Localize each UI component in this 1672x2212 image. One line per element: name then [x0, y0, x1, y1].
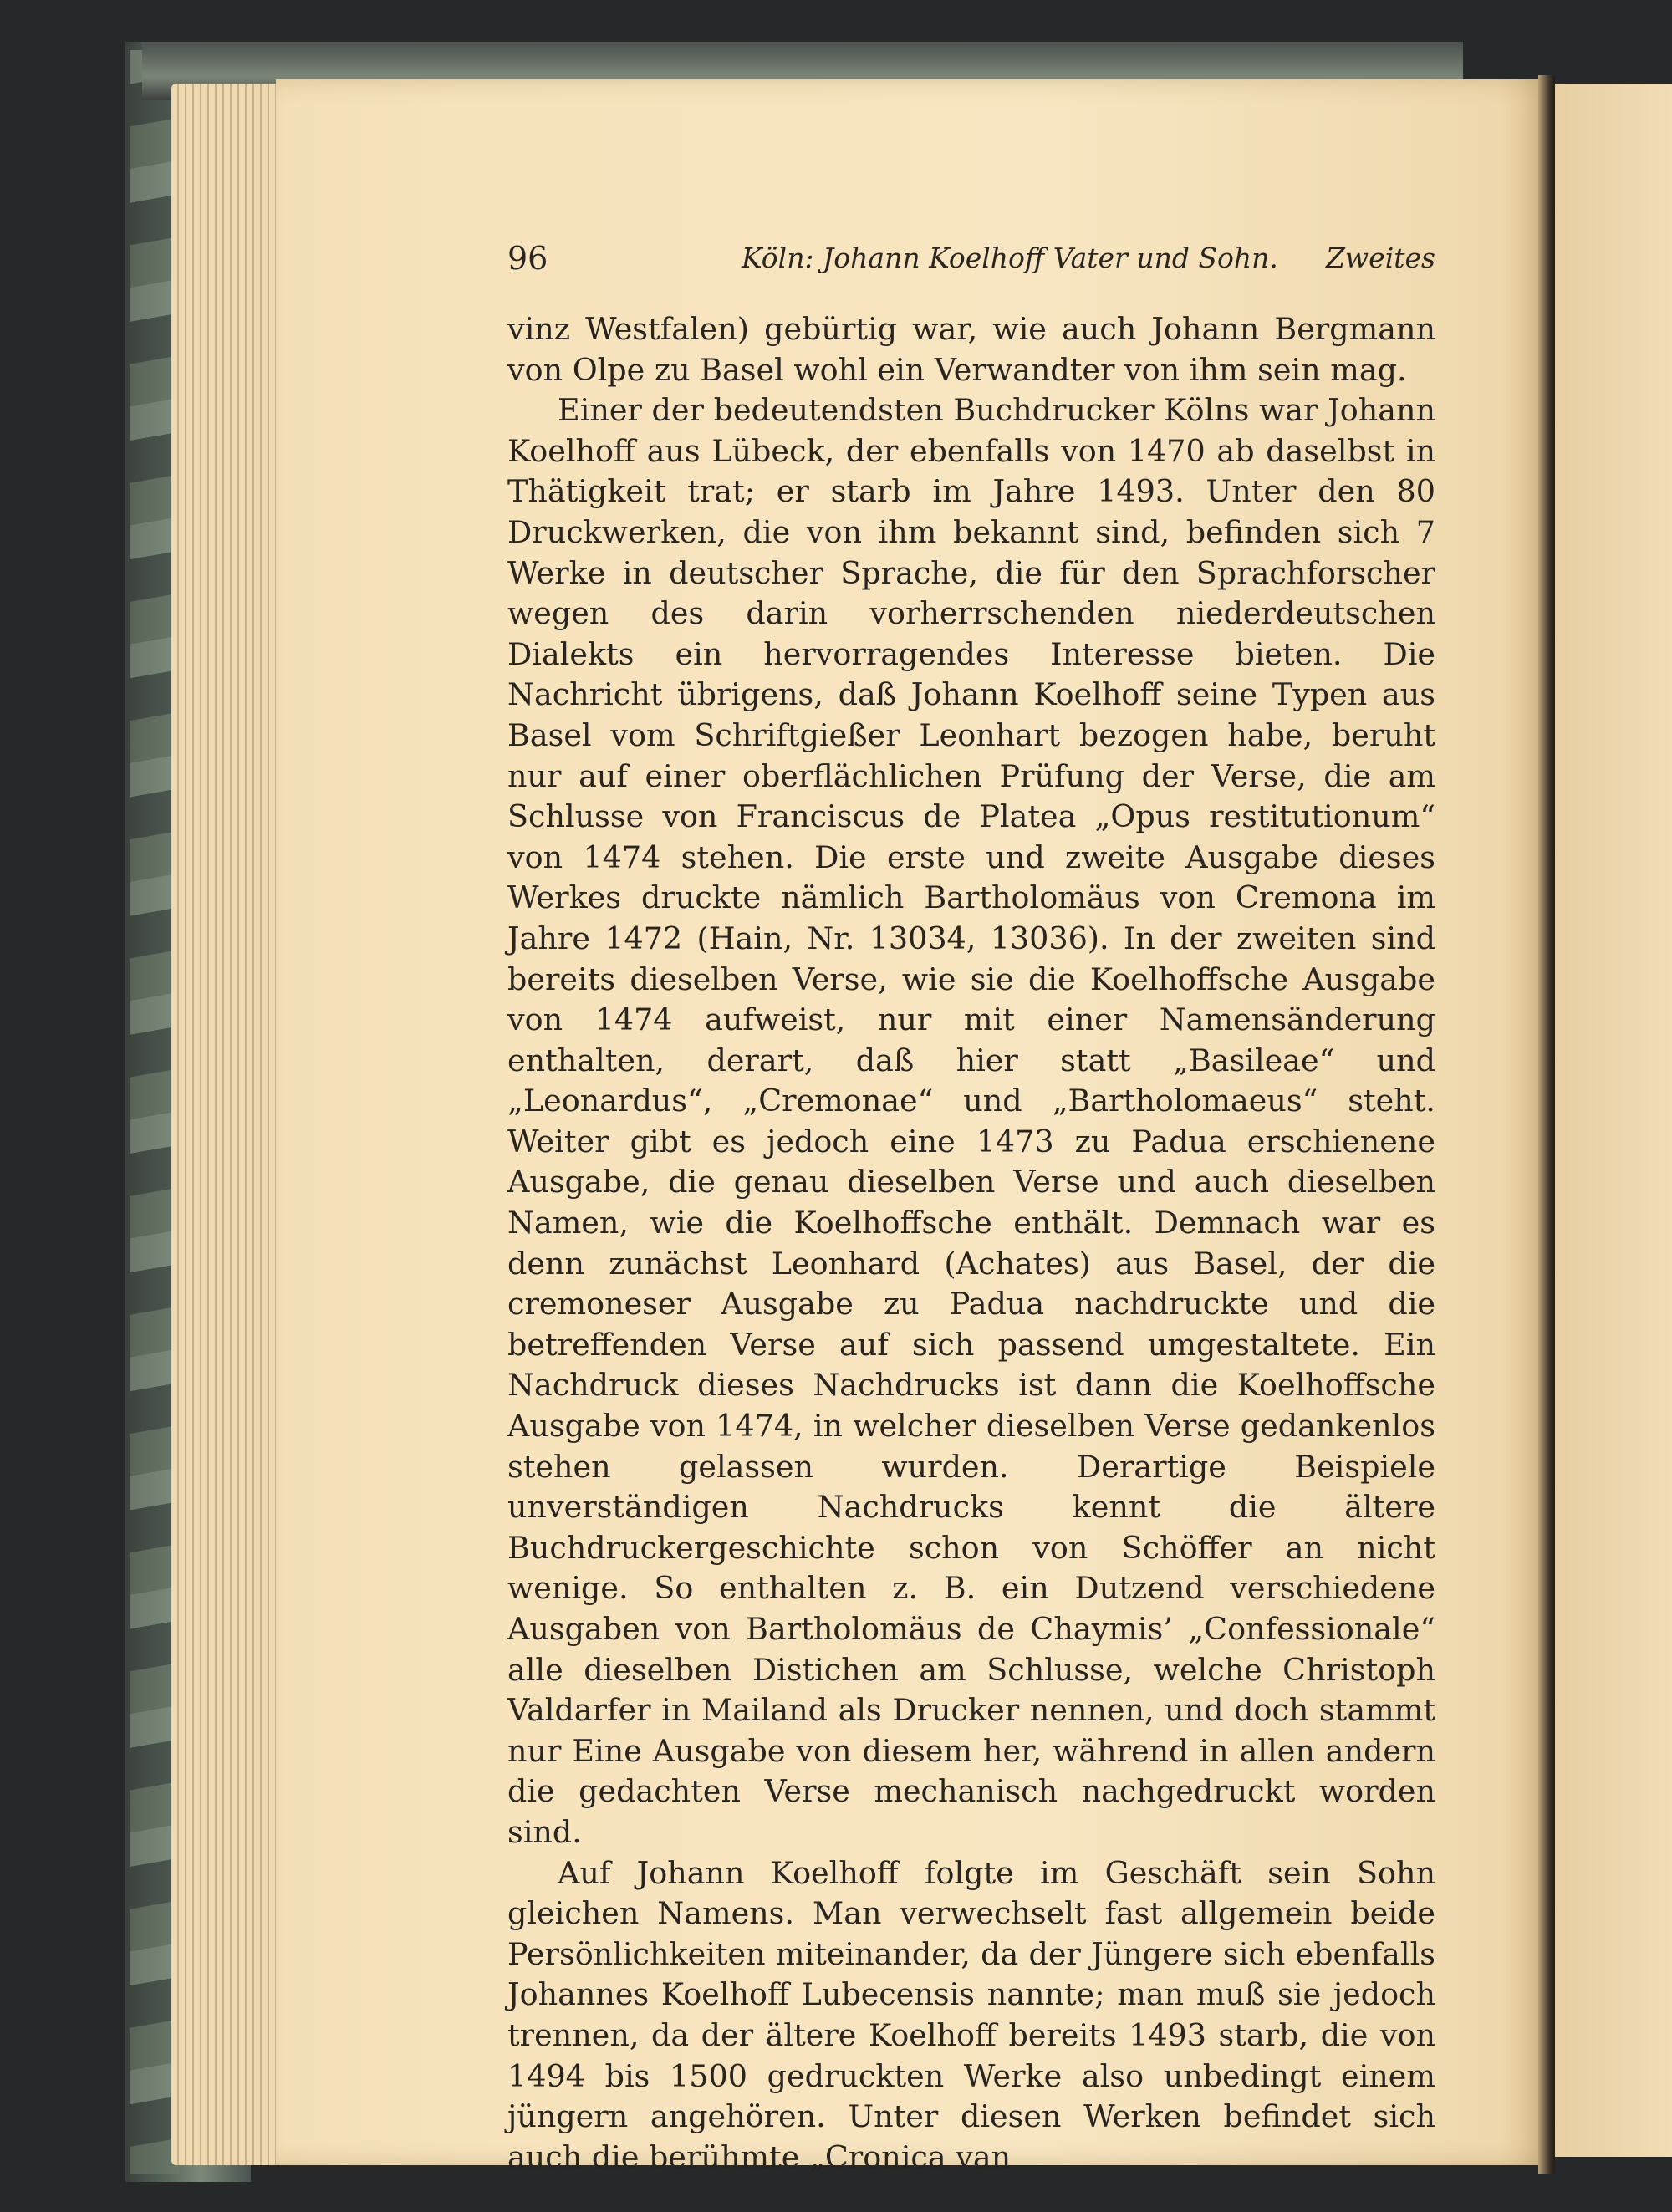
body-text: [507, 309, 1435, 2178]
paragraph-2: Einer der bedeutendsten Buchdrucker Kölns war Johann Koelhoff aus Lübeck, der ebenfalls von 1470 ab daselbst in Thätigkeit trat; er starb im Jahre 1493. Unter den 80 Druckwerken, die von ihm bekannt sind, befinden sich 7 Werke in deutscher Sprache, die für den Sprachforscher wegen des darin vorherrschenden niederdeutschen Dialekts ein hervorragendes Interesse bieten. Die Nachricht übrigens, daß Johann Koelhoff seine Typen aus Basel vom Schriftgießer Leonhart bezogen habe, beruht nur auf einer oberflächlichen Prüfung der Verse, die am Schlusse von Franciscus de Platea „Opus restitutionum“ von 1474 stehen. Die erste und zweite Ausgabe dieses Werkes druckte nämlich Bartholomäus von Cremona im Jahre 1472 (Hain, Nr. 13034, 13036). In der zweiten sind bereits dieselben Verse, wie sie die Koelhoffsche Ausgabe von 1474 aufweist, nur mit einer Namensänderung enthalten, derart, daß hier statt „Basileae“ und „Leonardus“, „Cremonae“ und „Bartholomaeus“ steht. Weiter gibt es jedoch eine 1473 zu Padua erschienene Ausgabe, die genau dieselben Verse und auch dieselben Namen, wie die Koelhoffsche enthält. Demnach war es denn zunächst Leonhard (Achates) aus Basel, der die cremoneser Ausgabe zu Padua nachdruckte und die betreffenden Verse auf sich passend umgestaltete. Ein Nachdruck dieses Nachdrucks ist dann die Koelhoffsche Ausgabe von 1474, in welcher dieselben Verse gedankenlos stehen gelassen wurden. Derartige Beispiele unverständigen Nachdrucks kennt die ältere Buchdruckergeschichte schon von Schöffer an nicht wenige. So enthalten z. B. ein Dutzend verschiedene Ausgaben von Bartholomäus de Chaymis’ „Confessionale“ alle dieselben Distichen am Schlusse, welche Christoph Valdarfer in Mailand als Drucker nennen, und doch stammt nur Eine Ausgabe von diesem her, während in allen andern die gedachten Verse mechanisch nachgedruckt worden sind.: [507, 392, 1435, 1850]
running-header: [507, 240, 1435, 282]
running-title: Köln: Johann Koelhoff Vater und Sohn.: [742, 242, 1278, 274]
section-label: Zweites: [1326, 242, 1435, 274]
book-gutter: [1538, 75, 1555, 2174]
paragraph-1: vinz Westfalen) gebürtig war, wie auch Johann Bergmann von Olpe zu Basel wohl ein Verwandter von ihm sein mag.: [507, 311, 1435, 388]
paragraph-3: Auf Johann Koelhoff folgte im Geschäft sein Sohn gleichen Namens. Man verwechselt fast allgemein beide Persönlichkeiten miteinander, da der Jüngere sich ebenfalls Johannes Koelhoff Lubecensis nannte; man muß sie jedoch trennen, da der ältere Koelhoff bereits 1493 starb, die von 1494 bis 1500 gedruckten Werke also unbedingt einem jüngern angehören. Unter diesen Werken befindet sich auch die berühmte „Cronica van: [507, 1854, 1435, 2175]
page-number: 96: [507, 240, 548, 277]
facing-page: [1555, 84, 1672, 2157]
